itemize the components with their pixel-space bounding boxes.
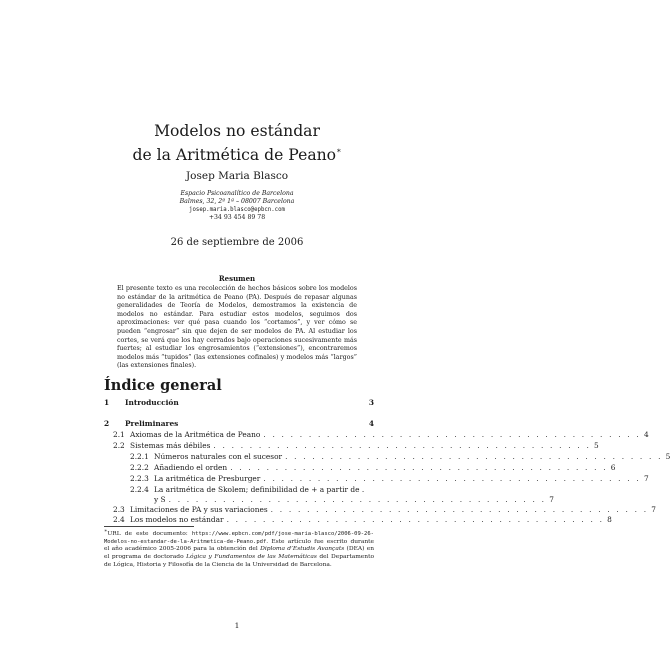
title-footnote-mark: ∗ [336, 146, 342, 155]
affiliation-institution: Espacio Psicoanalítico de Barcelona [180, 190, 294, 197]
toc-entry-page: 4 [643, 430, 649, 439]
toc-entry-page: 4 [368, 419, 374, 428]
toc-leader-dots: . . . . . . . . . . . . . . . . . . . . . . . . . . . . . . . . . . . . . . . . . . [230, 463, 608, 472]
toc-entry-page: 5 [665, 452, 670, 461]
abstract-heading: Resumen [218, 274, 256, 283]
toc-entry-label: Los modelos no estándar [130, 515, 224, 524]
toc-entry-label: Sistemas más débiles [130, 441, 211, 450]
toc-entry-number: 2.2.3 [130, 474, 149, 483]
toc-entry-label: La aritmética de Presburger [154, 474, 261, 483]
footnote-url-link[interactable]: https://www.epbcn.com/pdf/jose-maria-blasco/2006-09-26-Modelos-no-estandar-de-la-Aritmetica-de-Peano.pdf [104, 530, 374, 545]
toc-entry-page: 5 [594, 441, 599, 450]
toc-heading: Índice general [104, 377, 222, 394]
toc-entry-label: Añadiendo el orden [154, 463, 228, 472]
footnote-text-2: (DEA) en el programa de doctorado [104, 546, 374, 561]
toc-entry-page: 7 [549, 495, 554, 504]
toc-entry-2[interactable] [104, 419, 374, 429]
toc-leader-dots: . . . . . . . . . . . . . . . . . . . . . . . . . . . . . . . . . . . . . . . . . . [226, 515, 605, 524]
toc-entry-1[interactable] [104, 398, 374, 408]
toc-entry-2-2-1[interactable] [130, 452, 670, 462]
toc-entry-label: Preliminares [125, 419, 179, 428]
page-number: 1 [234, 621, 240, 630]
toc-entry-page: 7 [651, 505, 656, 514]
toc-entry-label: Números naturales con el sucesor [154, 452, 283, 461]
toc-entry-2-2-2[interactable] [130, 463, 616, 473]
toc-entry-label: La aritmética de Skolem; definibilidad de + a partir de . [154, 485, 365, 494]
toc-entry-number: 2.2.2 [130, 463, 149, 472]
toc-entry-number: 2.3 [113, 505, 125, 514]
toc-entry-2-2-4[interactable] [130, 485, 374, 495]
toc-entry-number: 2.2.1 [130, 452, 149, 461]
toc-entry-number: 2.2.4 [130, 485, 149, 494]
toc-entry-2-3[interactable] [113, 505, 656, 515]
affiliation-phone: +34 93 454 89 78 [208, 214, 266, 221]
footnote [104, 528, 374, 569]
toc-entry-2-2-4-continued[interactable] [154, 495, 554, 505]
toc-entry-number: 2.4 [113, 515, 125, 524]
toc-entry-number: 2 [104, 419, 110, 428]
footnote-mark: ∗ [104, 528, 108, 534]
toc-entry-2-1[interactable] [113, 430, 649, 440]
toc-leader-dots: . . . . . . . . . . . . . . . . . . . . . . . . . . . . . . . . . . . . . . . . . . [263, 430, 641, 439]
toc-entry-number: 2.1 [113, 430, 125, 439]
toc-entry-label: Introducción [125, 398, 179, 407]
title-line-2-text: de la Aritmética de Peano [132, 146, 337, 164]
toc-entry-page: 8 [607, 515, 612, 524]
title-line-2 [0, 141, 474, 165]
toc-entry-page: 7 [643, 474, 649, 483]
abstract-text: El presente texto es una recolección de hechos básicos sobre los modelos no estándar de la aritmética de Peano (PA). Después de repasar algunas generalidades de Teoría de Modelos, demostramos la existencia de modelos no estándar. Para estudiar estos modelos, seguimos dos aproximaciones: ver qué pasa cuando los “cortamos”, y ver cómo se pueden “engrosar” sin que dejen de ser modelos de PA. Al estudiar los cortes, se verá que los hay cerrados bajo operaciones sucesivamente más fuertes; al estudiar los engrosamientos (“extensiones”), encontraremos modelos más “tupidos” (las extensiones cofinales) y modelos más “largos” (las extensiones finales). [117, 285, 357, 370]
toc-leader-dots: . . . . . . . . . . . . . . . . . . . . . . . . . . . . . . . . . . . . . . . . . . [168, 495, 547, 504]
affiliation-address: Balmes, 32, 2º 1ª – 08007 Barcelona [179, 198, 295, 205]
toc-entry-number: 2.2 [113, 441, 125, 450]
toc-entry-page: 6 [610, 463, 616, 472]
footnote-program: Lógica y Fundamentos de las Matemáticas [186, 554, 317, 561]
toc-leader-dots: . . . . . . . . . . . . . . . . . . . . . . . . . . . . . . . . . . . . . . . . . . [213, 441, 591, 450]
toc-entry-2-2[interactable] [113, 441, 599, 451]
toc-leader-dots: . . . . . . . . . . . . . . . . . . . . . . . . . . . . . . . . . . . . . . . . . . [263, 474, 641, 483]
toc-entry-2-2-3[interactable] [130, 474, 649, 484]
toc-leader-dots: . . . . . . . . . . . . . . . . . . . . . . . . . . . . . . . . . . . . . . . . . . [285, 452, 663, 461]
toc-entry-number: 1 [104, 398, 110, 407]
affiliation [0, 190, 474, 222]
author-name: Josep Maria Blasco [185, 170, 289, 182]
footnote-text-1: . Este artículo fue escrito durante el año académico 2005-2006 para la obtención del [104, 538, 374, 553]
paper-title [0, 121, 474, 165]
footnote-url-prefix: URL de este documento: [107, 530, 188, 537]
affiliation-email: josep.maria.blasco@epbcn.com [189, 207, 285, 213]
toc-leader-dots: . . . . . . . . . . . . . . . . . . . . . . . . . . . . . . . . . . . . . . . . . . [270, 505, 649, 514]
footnote-rule [104, 526, 194, 527]
toc-entry-label: Axiomas de la Aritmética de Peano [130, 430, 261, 439]
toc-entry-page: 3 [368, 398, 374, 407]
footnote-dea: Diploma d’Estudis Avançats [260, 546, 345, 553]
toc-entry-label-continued: y S [154, 495, 166, 504]
toc-entry-2-4[interactable] [113, 515, 612, 525]
footnote-text-3: del Departamento de Lógica, Historia y Filosofía de la Ciencia de la Universidad de Barcelona. [104, 554, 374, 568]
title-line-1: Modelos no estándar [154, 122, 320, 140]
toc-entry-label: Limitaciones de PA y sus variaciones [130, 505, 268, 514]
paper-date: 26 de septiembre de 2006 [170, 237, 304, 248]
